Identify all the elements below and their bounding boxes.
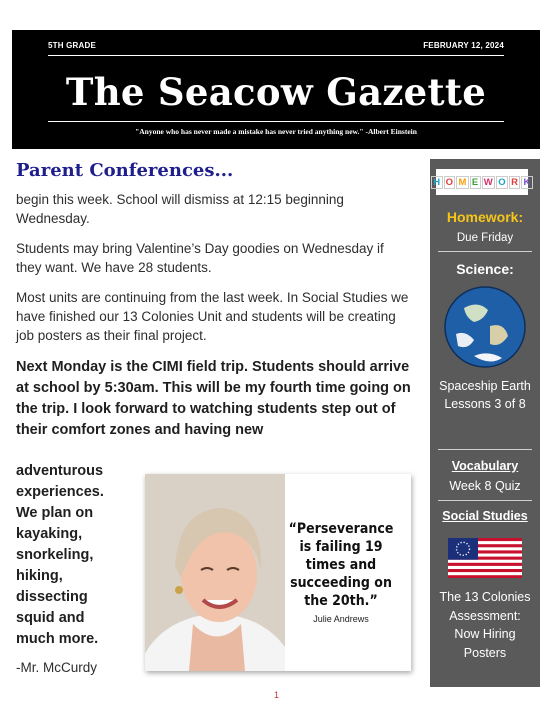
homework-label: Homework: [446,209,524,225]
homework-logo-letter: O [498,176,507,188]
homework-logo-letter: K [523,176,531,188]
issue-date: FEBRUARY 12, 2024 [423,41,504,50]
article-paragraph-units: Most units are continuing from the last week. In Social Studies we have finished our 13 Colonies Unit and students will be creating job posters as their final project. [16,290,409,343]
homework-logo-letter: W [483,176,494,188]
homework-logo-letter: M [458,176,467,188]
masthead-quote: "Anyone who has never made a mistake has never tried anything new." -Albert Einstein [135,127,417,136]
quote-card [145,474,411,671]
article-paragraph-field-trip: Next Monday is the CIMI field trip. Students should arrive at school by 5:30am. This will be my fourth time going on the trip. I look forward to watching students step out of their comfort zones and having new [16,359,411,438]
article-signature: -Mr. McCurdy [16,660,97,675]
homework-logo [433,169,531,195]
sidebar [430,159,540,687]
masthead-top-rule [48,55,504,56]
sidebar-divider [438,500,532,501]
vocabulary-text: Week 8 Quiz [449,479,521,493]
social-studies-label: Social Studies [442,509,528,523]
earth-icon [444,286,526,368]
masthead [12,30,540,149]
homework-logo-letter: H [433,176,441,188]
sidebar-divider [438,449,532,450]
masthead-bottom-rule [48,121,504,122]
science-label: Science: [456,261,514,277]
article-headline: Parent Conferences... [16,160,234,181]
quote-text: “Perseverance is failing 19 times and succeeding on the 20th.” [288,521,394,609]
homework-due: Due Friday [456,232,514,244]
sidebar-divider [438,251,532,252]
article-paragraph-conferences: begin this week. School will dismiss at 12:15 beginning Wednesday. [16,192,344,226]
quote-author: Julie Andrews [313,614,369,624]
colonial-flag-icon [448,538,522,578]
portrait-photo [145,474,285,671]
homework-logo-letter: R [511,176,519,188]
grade-label: 5TH GRADE [48,41,97,50]
science-text: Spaceship Earth Lessons 3 of 8 [439,379,531,411]
page-number: 1 [273,690,279,700]
homework-logo-letter: E [471,176,479,188]
vocabulary-label: Vocabulary [451,459,519,473]
social-studies-text: The 13 Colonies Assessment: Now Hiring Posters [439,590,531,660]
newsletter-title: The Seacow Gazette [65,70,487,114]
article-paragraph-valentines: Students may bring Valentine’s Day goodies on Wednesday if they want. We have 28 students. [16,241,384,275]
homework-logo-letter: O [445,176,454,188]
article-paragraph-activities: adventurous experiences. We plan on kayaking, snorkeling, hiking, dissecting squid and much more. [16,463,104,647]
